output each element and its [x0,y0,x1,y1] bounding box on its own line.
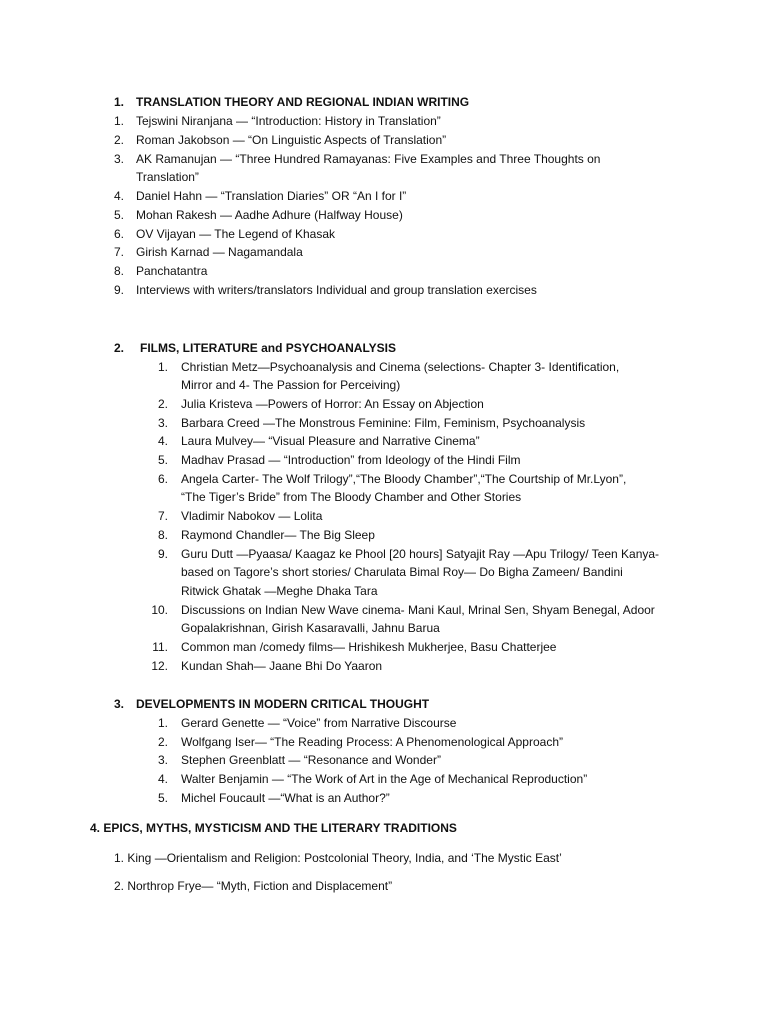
list-item-text: Christian Metz—Psychoanalysis and Cinema (selections- Chapter 3- Identification, [181,360,620,374]
list-item-text: Mohan Rakesh — Aadhe Adhure (Halfway House) [136,208,403,222]
list-item-text: Laura Mulvey— “Visual Pleasure and Narrative Cinema” [181,434,480,448]
list-item-text-continued: Translation” [136,170,199,184]
list-item-number: 4. [113,189,124,203]
list-item-text-continued: Ritwick Ghatak —Meghe Dhaka Tara [181,584,378,598]
list-item-number: 3. [157,416,168,430]
list-item-number: 8. [157,528,168,542]
list-item-number: 2. [157,735,168,749]
list-item-text: Michel Foucault —“What is an Author?” [181,791,390,805]
list-item-number: 2. [157,397,168,411]
list-item-text: AK Ramanujan — “Three Hundred Ramayanas: Five Examples and Three Thoughts on [136,152,601,166]
list-item-number: 9. [157,547,168,561]
list-item-number: 7. [157,509,168,523]
section-heading: DEVELOPMENTS IN MODERN CRITICAL THOUGHT [136,697,430,711]
list-item-number: 5. [157,453,168,467]
list-item-text: Julia Kristeva —Powers of Horror: An Essay on Abjection [181,397,484,411]
list-item-text: Interviews with writers/translators Individual and group translation exercises [136,283,537,297]
list-item-number: 1. [157,360,168,374]
list-item-number: 1. [113,114,124,128]
list-item-number: 3. [157,753,168,767]
list-item-number: 11. [152,640,168,654]
section-number: 1. [113,95,124,109]
list-item-text: Madhav Prasad — “Introduction” from Ideology of the Hindi Film [181,453,521,467]
list-item-text: Girish Karnad — Nagamandala [136,245,303,259]
list-item-text: Daniel Hahn — “Translation Diaries” OR “An I for I” [136,189,407,203]
list-item-number: 5. [157,791,168,805]
list-item-number: 4. [157,772,168,786]
list-item-number: 3. [113,152,124,166]
list-item-text: Kundan Shah— Jaane Bhi Do Yaaron [181,659,383,673]
list-item-number: 1. [157,716,168,730]
section-heading: TRANSLATION THEORY AND REGIONAL INDIAN WRITING [136,95,470,109]
section-number: 2. [113,341,124,355]
list-item-number: 10. [151,603,168,617]
list-item-number: 5. [113,208,124,222]
section-number: 3. [113,697,124,711]
list-item-text: Discussions on Indian New Wave cinema- Mani Kaul, Mrinal Sen, Shyam Benegal, Adoor [181,603,655,617]
list-item-text: Tejswini Niranjana — “Introduction: History in Translation” [136,114,441,128]
list-item-text: Roman Jakobson — “On Linguistic Aspects of Translation” [136,133,447,147]
list-item-text: Common man /comedy films— Hrishikesh Mukherjee, Basu Chatterjee [181,640,557,654]
list-item-number: 2. [113,133,124,147]
list-item-number: 6. [113,227,124,241]
list-item-number: 8. [113,264,124,278]
section-heading: 4. EPICS, MYTHS, MYSTICISM AND THE LITERARY TRADITIONS [90,821,457,835]
list-item-text: 2. Northrop Frye— “Myth, Fiction and Displacement” [114,879,393,893]
section-heading: FILMS, LITERATURE and PSYCHOANALYSIS [140,341,397,355]
list-item-text: Guru Dutt —Pyaasa/ Kaagaz ke Phool [20 hours] Satyajit Ray —Apu Trilogy/ Teen Kanya- [181,547,660,561]
list-item-text: OV Vijayan — The Legend of Khasak [136,227,336,241]
list-item-number: 12. [151,659,168,673]
list-item-text: Gerard Genette — “Voice” from Narrative Discourse [181,716,457,730]
list-item-text-continued: “The Tiger’s Bride” from The Bloody Chamber and Other Stories [181,490,522,504]
list-item-text: Barbara Creed —The Monstrous Feminine: Film, Feminism, Psychoanalysis [181,416,586,430]
list-item-text: 1. King —Orientalism and Religion: Postcolonial Theory, India, and ‘The Mystic East’ [114,851,562,865]
list-item-text: Walter Benjamin — “The Work of Art in the Age of Mechanical Reproduction” [181,772,588,786]
list-item-text: Wolfgang Iser— “The Reading Process: A Phenomenological Approach” [181,735,563,749]
list-item-text: Stephen Greenblatt — “Resonance and Wonder” [181,753,441,767]
list-item-text-continued: based on Tagore’s short stories/ Charulata Bimal Roy— Do Bigha Zameen/ Bandini [181,565,623,579]
list-item-number: 7. [113,245,124,259]
list-item-text: Raymond Chandler— The Big Sleep [181,528,375,542]
list-item-text-continued: Gopalakrishnan, Girish Kasaravalli, Jahnu Barua [181,621,440,635]
list-item-text: Vladimir Nabokov — Lolita [181,509,323,523]
list-item-text: Panchatantra [136,264,208,278]
list-item-number: 6. [157,472,168,486]
list-item-text-continued: Mirror and 4- The Passion for Perceiving) [181,378,401,392]
list-item-number: 9. [113,283,124,297]
list-item-text: Angela Carter- The Wolf Trilogy”,“The Bloody Chamber”,“The Courtship of Mr.Lyon”, [181,472,627,486]
list-item-number: 4. [157,434,168,448]
